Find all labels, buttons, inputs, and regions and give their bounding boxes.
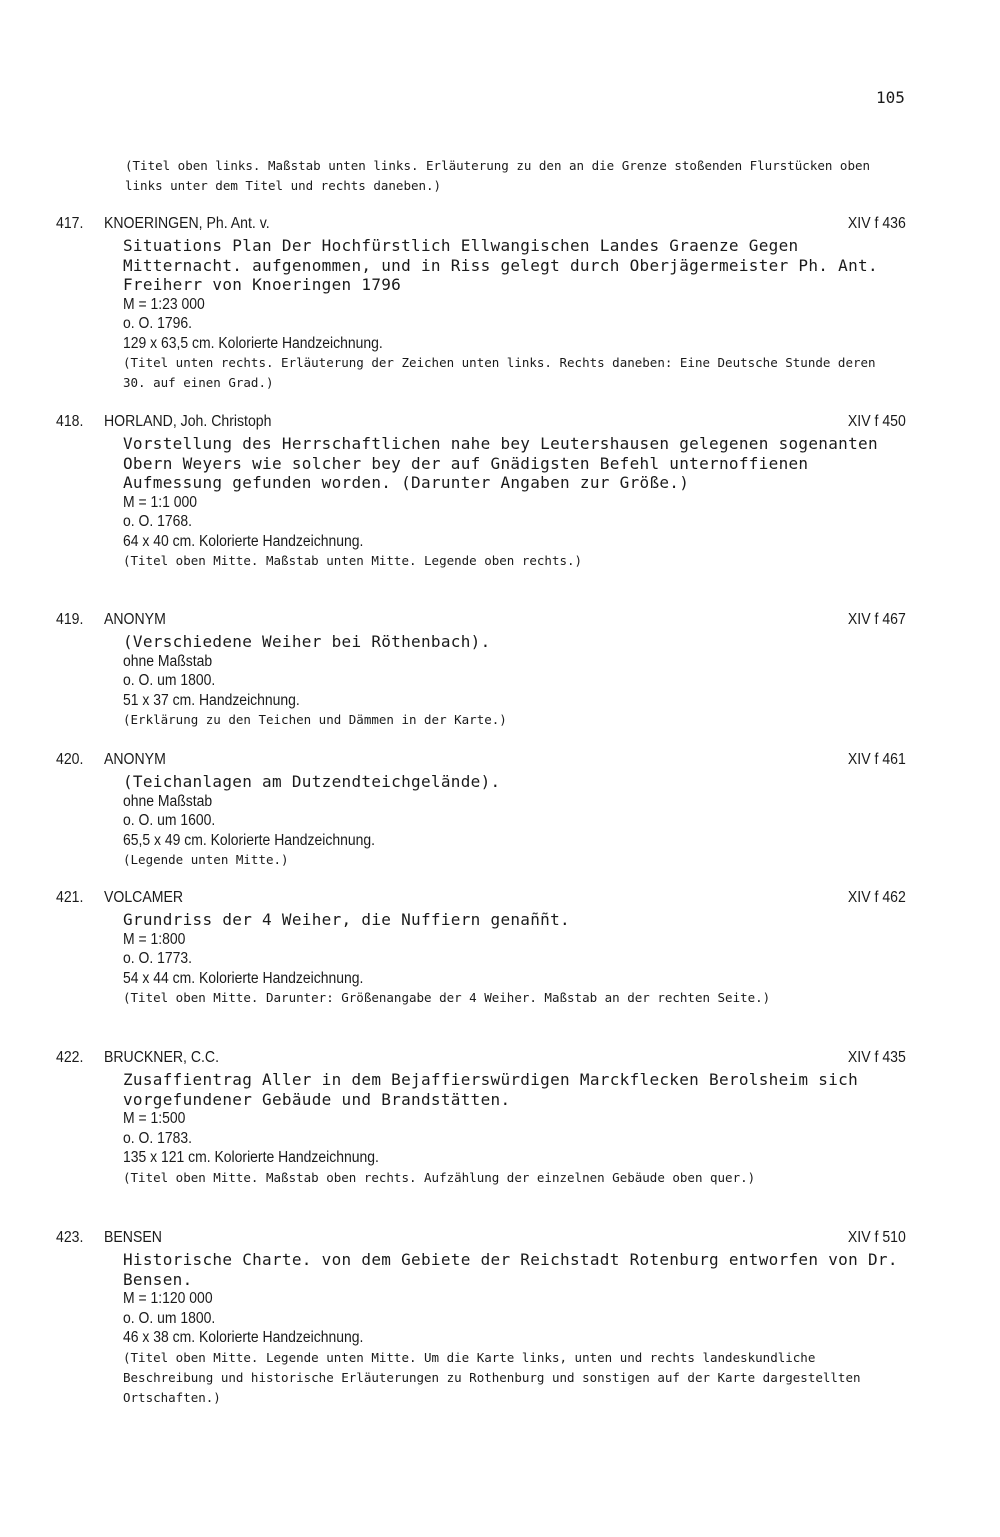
- page-number: 105: [876, 88, 905, 107]
- entry-place-date: o. O. 1796.: [123, 315, 193, 332]
- entry-signature: XIV f 462: [848, 889, 906, 906]
- entry-format: 135 x 121 cm. Kolorierte Handzeichnung.: [123, 1149, 379, 1166]
- entry-number: 423.: [56, 1229, 84, 1246]
- entry-place-date: o. O. um 1800.: [123, 1309, 216, 1327]
- entry-format: 51 x 37 cm. Handzeichnung.: [123, 691, 300, 709]
- entry-author: VOLCAMER: [104, 889, 184, 906]
- entry-header: [56, 750, 906, 772]
- catalog-entry-423: [56, 1228, 906, 1408]
- entry-signature: XIV f 450: [848, 413, 906, 430]
- entry-author: ANONYM: [104, 751, 166, 768]
- entry-body: [123, 1070, 906, 1188]
- entry-body: [123, 236, 906, 393]
- entry-header: [56, 888, 906, 910]
- entry-note: (Erklärung zu den Teichen und Dämmen in der Karte.): [123, 712, 507, 727]
- entry-title: Grundriss der 4 Weiher, die Nuffiern genaññt.: [123, 910, 570, 929]
- entry-number: 420.: [56, 751, 84, 768]
- entry-author: ANONYM: [104, 611, 166, 628]
- entry-scale: ohne Maßstab: [123, 652, 213, 670]
- entry-title: Historische Charte. von dem Gebiete der Reichstadt Rotenburg entworfen von Dr. Bensen.: [123, 1250, 908, 1289]
- entry-format: 46 x 38 cm. Kolorierte Handzeichnung.: [123, 1329, 364, 1346]
- entry-format: 65,5 x 49 cm. Kolorierte Handzeichnung.: [123, 831, 376, 849]
- entry-scale: M = 1:120 000: [123, 1290, 213, 1307]
- entry-format: 64 x 40 cm. Kolorierte Handzeichnung.: [123, 532, 364, 550]
- entry-scale: M = 1:1 000: [123, 493, 198, 511]
- entry-signature: XIV f 467: [848, 611, 906, 628]
- catalog-entry-419: [56, 610, 906, 730]
- entry-scale: M = 1:800: [123, 930, 186, 948]
- entry-number: 422.: [56, 1049, 84, 1066]
- entry-number: 421.: [56, 889, 84, 906]
- entry-format: 54 x 44 cm. Kolorierte Handzeichnung.: [123, 969, 364, 987]
- entry-signature: XIV f 510: [848, 1229, 906, 1246]
- entry-note: (Titel oben Mitte. Maßstab oben rechts. Aufzählung der einzelnen Gebäude oben quer.): [123, 1169, 756, 1185]
- catalog-entry-418: [56, 412, 906, 571]
- entry-title: (Verschiedene Weiher bei Röthenbach).: [123, 632, 491, 651]
- entry-note: (Titel oben Mitte. Maßstab unten Mitte. Legende oben rechts.): [123, 553, 583, 568]
- entry-header: [56, 1228, 906, 1250]
- entry-author: BRUCKNER, C.C.: [104, 1049, 220, 1066]
- entry-format: 129 x 63,5 cm. Kolorierte Handzeichnung.: [123, 334, 383, 352]
- entry-body: [123, 434, 906, 571]
- entry-author: HORLAND, Joh. Christoph: [104, 413, 272, 430]
- entry-place-date: o. O. 1768.: [123, 513, 193, 530]
- catalog-entry-421: [56, 888, 906, 1008]
- entry-title: (Teichanlagen am Dutzendteichgelände).: [123, 772, 501, 791]
- entry-author: KNOERINGEN, Ph. Ant. v.: [104, 215, 270, 232]
- entry-header: [56, 214, 906, 236]
- entry-body: [123, 1250, 906, 1408]
- catalog-entry-420: [56, 750, 906, 870]
- entry-place-date: o. O. 1783.: [123, 1129, 193, 1147]
- entry-author: BENSEN: [104, 1229, 162, 1246]
- entry-title: Vorstellung des Herrschaftlichen nahe bey Leutershausen gelegenen sogenanten Obern Weyers wie solcher bey der auf Gnädigsten Befehl unternoffienen Aufmessung gefunden worden. (Darunter Angaben zur Größe.): [123, 434, 888, 492]
- entry-note: (Titel unten rechts. Erläuterung der Zeichen unten links. Rechts daneben: Eine Deutsche Stunde deren 30. auf einen Grad.): [123, 355, 876, 390]
- entry-number: 418.: [56, 413, 84, 430]
- entry-scale: M = 1:23 000: [123, 295, 205, 313]
- entry-place-date: o. O. um 1800.: [123, 672, 216, 689]
- entry-header: [56, 610, 906, 632]
- entry-signature: XIV f 435: [848, 1049, 906, 1066]
- entry-signature: XIV f 436: [848, 215, 906, 232]
- entry-place-date: o. O. um 1600.: [123, 812, 216, 829]
- entry-scale: M = 1:500: [123, 1110, 186, 1127]
- entry-signature: XIV f 461: [848, 751, 906, 768]
- intro-note: (Titel oben links. Maßstab unten links. Erläuterung zu den an die Grenze stoßenden Flurstücken oben links unter dem Titel und rechts daneben.): [125, 158, 871, 193]
- entry-note: (Titel oben Mitte. Darunter: Größenangabe der 4 Weiher. Maßstab an der rechten Seite.): [123, 990, 771, 1005]
- entry-note: (Titel oben Mitte. Legende unten Mitte. Um die Karte links, unten und rechts landeskundliche Beschreibung und historische Erläuterungen zu Rothenburg und sonstigen auf der Karte dargestellten Ortschaften.): [123, 1349, 861, 1405]
- entry-title: Zusaffientrag Aller in dem Bejaffierswürdigen Marckflecken Berolsheim sich vorgefundener Gebäude und Brandstätten.: [123, 1070, 868, 1109]
- entry-place-date: o. O. 1773.: [123, 950, 193, 967]
- entry-header: [56, 1048, 906, 1070]
- entry-note: (Legende unten Mitte.): [123, 852, 289, 867]
- entry-scale: ohne Maßstab: [123, 792, 213, 810]
- catalog-entry-422: [56, 1048, 906, 1188]
- catalog-entry-417: [56, 214, 906, 393]
- entry-number: 417.: [56, 215, 84, 232]
- entry-body: [123, 772, 906, 870]
- entry-header: [56, 412, 906, 434]
- entry-number: 419.: [56, 611, 84, 628]
- entry-title: Situations Plan Der Hochfürstlich Ellwangischen Landes Graenze Gegen Mitternacht. aufgenommen, und in Riss gelegt durch Oberjägermeister Ph. Ant. Freiherr von Knoeringen 1796: [123, 236, 888, 294]
- entry-body: [123, 632, 906, 730]
- entry-body: [123, 910, 906, 1008]
